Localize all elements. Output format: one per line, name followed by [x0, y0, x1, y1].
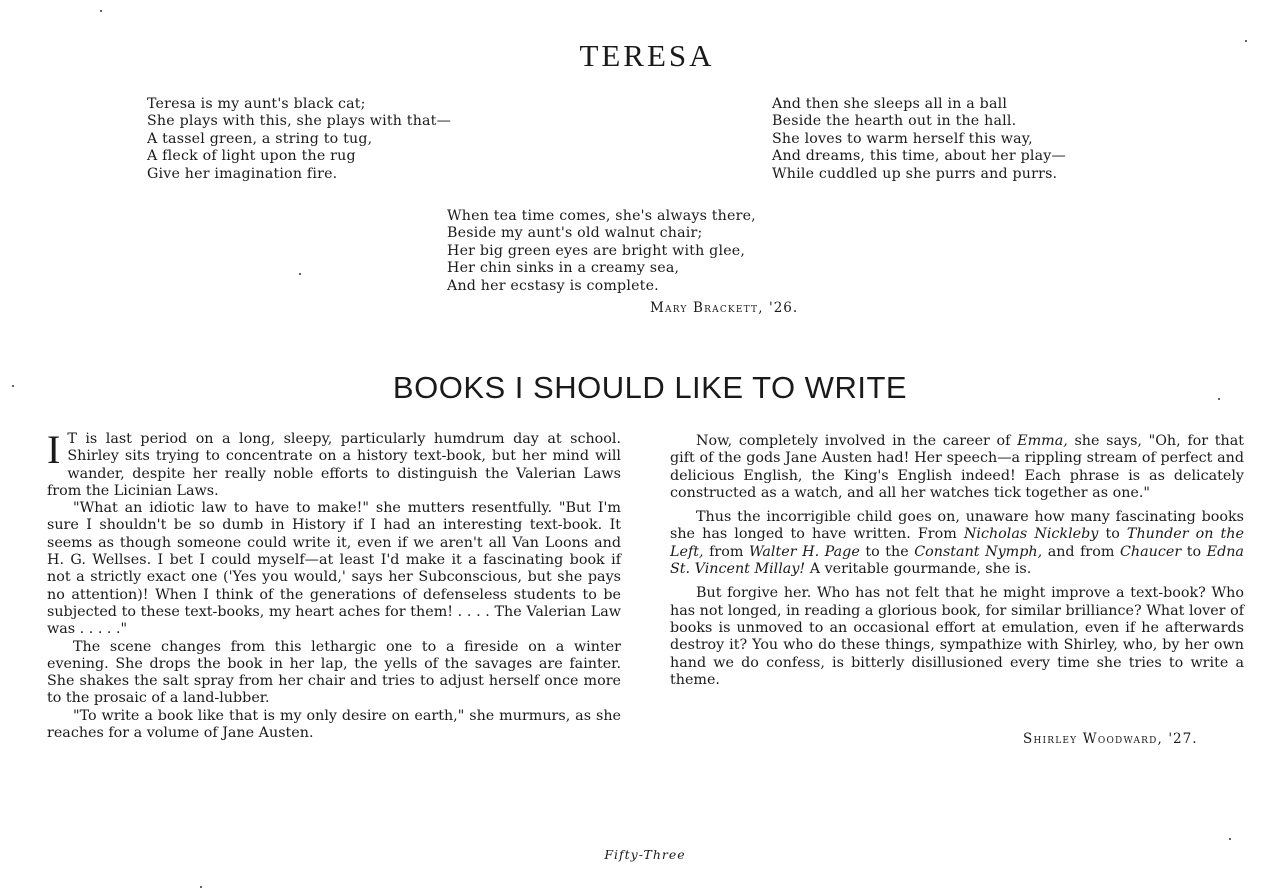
article-paragraph: "What an idiotic law to have to make!" she mutters resentfully. "But I'm sure I shouldn't be so dumb in History if I had an interesting text-book. It seems as though someone could write it, even if we aren't all Van Loons and H. G. Wellses. I bet I could myself—at least I'd make it a fascinating book if not a strictly exact one ('Yes you would,' says her Subconscious, but she pays no attention)! When I think of the generations of defenseless students to be subjected to these text-books, my heart aches for them! . . . . The Valerian Law was . . . . .": [47, 500, 621, 638]
paragraph-text: Thus the incorrigible child goes on, unaware how many fascinating books she has longed to have written. From: [670, 509, 1244, 543]
scan-speck: [12, 385, 14, 387]
poem-line: A tassel green, a string to tug,: [147, 130, 373, 147]
paragraph-text: to: [1098, 526, 1127, 543]
poem-line: Her big green eyes are bright with glee,: [447, 242, 746, 259]
poem-line: And dreams, this time, about her play—: [772, 148, 1066, 165]
poem-line: She loves to warm herself this way,: [772, 130, 1033, 147]
book-title: Chaucer: [1119, 543, 1182, 560]
poem-line: While cuddled up she purrs and purrs.: [772, 165, 1058, 182]
scan-speck: [1229, 838, 1231, 840]
scan-speck: [200, 886, 202, 888]
poem-stanza-1: [147, 96, 451, 183]
poem-line: And then she sleeps all in a ball: [772, 96, 1008, 112]
paragraph-text: A veritable gourmande, she is.: [805, 561, 1032, 578]
book-title-emma: Emma,: [1017, 433, 1068, 449]
poem-line: A fleck of light upon the rug: [147, 148, 356, 165]
poem-signature: [650, 300, 798, 316]
poem-stanza-3: [447, 208, 756, 295]
drop-cap: I: [47, 427, 61, 472]
poem-line: And her ecstasy is complete.: [447, 277, 659, 294]
paragraph-text: from: [703, 543, 749, 560]
paragraph-text: she says, "Oh, for that gift of the gods Jane Austen had! Her speech—a rippling stream of perfect and delicious English, the King's English indeed! Each phrase is as delicately constructed as a watch, and all her watches tick together as one.": [670, 433, 1245, 501]
article-title: BOOKS I SHOULD LIKE TO WRITE: [392, 370, 908, 405]
scan-speck: [299, 273, 301, 275]
book-title: Walter H. Page: [748, 543, 860, 560]
article-paragraph: [47, 427, 621, 500]
paragraph-text: Now, completely involved in the career of: [696, 433, 1018, 449]
scan-speck: [1245, 40, 1247, 42]
article-column-right: [670, 433, 1244, 696]
paragraph-text: to the: [859, 543, 915, 560]
page-number: Fifty-Three: [604, 847, 686, 862]
poem-line: Give her imagination fire.: [147, 165, 338, 182]
article-paragraph: [670, 509, 1244, 578]
poem-line: When tea time comes, she's always there,: [447, 208, 756, 224]
poem-title: TERESA: [579, 38, 715, 73]
poem-line: Her chin sinks in a creamy sea,: [447, 260, 680, 277]
paragraph-text: to: [1181, 543, 1207, 560]
poem-line: She plays with this, she plays with that—: [147, 113, 451, 130]
article-author: Shirley Woodward,: [1023, 731, 1164, 747]
book-title: Constant Nymph,: [914, 543, 1043, 560]
poem-line: Teresa is my aunt's black cat;: [147, 96, 366, 112]
article-column-left: [47, 427, 621, 742]
book-title: Thunder on the Left,: [670, 526, 1244, 560]
poem-year: '26.: [763, 300, 799, 316]
article-paragraph: The scene changes from this lethargic one to a fireside on a winter evening. She drops the book in her lap, the yells of the savages are fainter. She shakes the salt spray from her chair and tries to adjust herself once more to the prosaic of a land-lubber.: [47, 638, 621, 707]
paragraph-text: T is last period on a long, sleepy, particularly humdrum day at school. Shirley sits trying to concentrate on a history text-book, but her mind will wander, despite her really noble efforts to distinguish the Valerian Laws from the Licinian Laws.: [47, 431, 621, 499]
article-paragraph: "To write a book like that is my only desire on earth," she murmurs, as she reaches for a volume of Jane Austen.: [47, 707, 621, 742]
poem-line: Beside my aunt's old walnut chair;: [447, 225, 703, 242]
paragraph-text: and from: [1042, 543, 1120, 560]
book-title: Edna St. Vincent Millay!: [670, 543, 1244, 578]
book-title: Nicholas Nickleby: [963, 526, 1099, 543]
scan-speck: [100, 10, 102, 12]
poem-author: Mary Brackett,: [650, 300, 764, 316]
scan-speck: [1218, 398, 1220, 400]
article-signature: [1023, 731, 1198, 747]
poem-stanza-2: [772, 96, 1066, 183]
article-year: '27.: [1163, 731, 1198, 747]
article-paragraph: [670, 433, 1244, 502]
poem-line: Beside the hearth out in the hall.: [772, 113, 1017, 130]
article-paragraph: But forgive her. Who has not felt that he might improve a text-book? Who has not longed, in reading a glorious book, for similar brilliance? What lover of books is unmoved to an occasional effort at emulation, even if he afterwards destroy it? You who do these things, sympathize with Shirley, who, by her own hand we do confess, is bitterly disillusioned every time she tries to write a theme.: [670, 585, 1244, 688]
